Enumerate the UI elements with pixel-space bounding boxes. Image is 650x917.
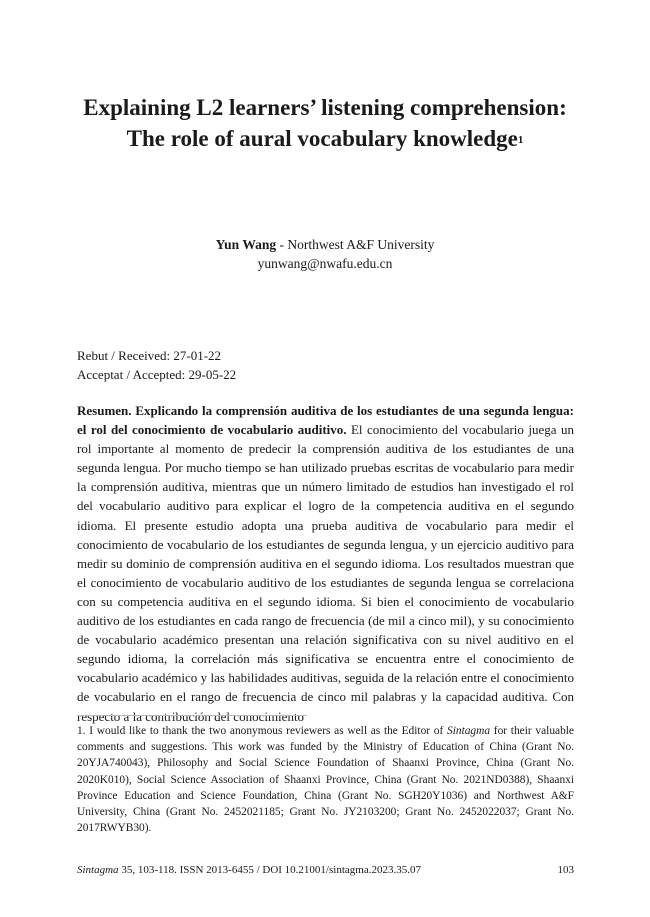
title-line-1: Explaining L2 learners’ listening comprehension:	[83, 95, 567, 120]
author-separator: -	[276, 237, 288, 252]
footnote-journal-name: Sintagma	[447, 725, 491, 737]
submission-dates	[77, 346, 236, 384]
author-line	[80, 235, 570, 254]
title-footnote-marker[interactable]: 1	[517, 134, 524, 146]
page-number: 103	[557, 864, 574, 876]
footnote-text-end: for their valuable comments and suggestions. This work was funded by the Ministry of Education of China (Grant No. 20YJA740043), Philosophy and Social Science Foundation of Shaanxi Province, China (Grant No. 2020K010), Social Science Association of Shaanxi Province, China (Grant No. 2021ND0388), Shaanxi Province Education and Science Foundation, China (Grant No. SGH20Y1036) and Northwest A&F University, China (Grant No. 2452021185; Grant No. JY2103200; Grant No. 2452022037; Grant No. 2017RWYB30).	[77, 725, 574, 835]
footnote-divider	[77, 715, 307, 716]
article-title	[40, 92, 610, 154]
abstract-lead: Resumen. Explicando la comprensión auditiva de los estudiantes de una segunda lengua: el rol del conocimiento de vocabulario auditivo.	[77, 403, 574, 438]
footer-journal-name: Sintagma	[77, 864, 119, 876]
page-footer-citation	[77, 864, 421, 876]
footnote	[77, 723, 574, 836]
footnote-text-start: 1. I would like to thank the two anonymous reviewers as well as the Editor of	[77, 725, 448, 737]
author-name: Yun Wang	[215, 237, 277, 252]
author-affiliation: Northwest A&F University	[287, 237, 435, 252]
abstract	[77, 401, 574, 726]
received-date: Rebut / Received: 27-01-22	[77, 348, 222, 363]
abstract-body: El conocimiento del vocabulario juega un rol importante al momento de predecir la comprensión auditiva de los estudiantes de una segunda lengua. Por mucho tiempo se han utilizado pruebas escritas de vocabulario para medir la comprensión auditiva, mientras que un número limitado de estudios han investigado el rol del vocabulario auditivo para explicar el logro de la competencia auditiva en el segundo idioma. El presente estudio adopta una prueba auditiva de vocabulario para medir el conocimiento de vocabulario de los estudiantes de segunda lengua, y un ejercicio auditivo para medir su dominio de comprensión auditiva en el segundo idioma. Los resultados muestran que el conocimiento de vocabulario auditivo de los estudiantes de segunda lengua se correlaciona con su competencia auditiva en el segundo idioma. Si bien el conocimiento de vocabulario auditivo de los estudiantes en cada rango de frecuencia (de mil a cinco mil), y su conocimiento de vocabulario académico presentan una relación significativa con su nivel auditivo en el segundo idioma, la correlación más significativa se encuentra entre el conocimiento de vocabulario académico y las habilidades auditivas, seguida de la relación entre el conocimiento de vocabulario en el rango de frecuencia de cinco mil palabras y la capacidad auditiva. Con respecto a la contribución del conocimiento	[77, 422, 574, 724]
author-block	[80, 235, 570, 273]
footer-citation-text: 35, 103-118. ISSN 2013-6455 / DOI 10.21001/sintagma.2023.35.07	[118, 864, 421, 876]
title-line-2: The role of aural vocabulary knowledge	[126, 126, 518, 151]
accepted-date: Acceptat / Accepted: 29-05-22	[77, 367, 237, 382]
author-email[interactable]: yunwang@nwafu.edu.cn	[257, 256, 393, 271]
